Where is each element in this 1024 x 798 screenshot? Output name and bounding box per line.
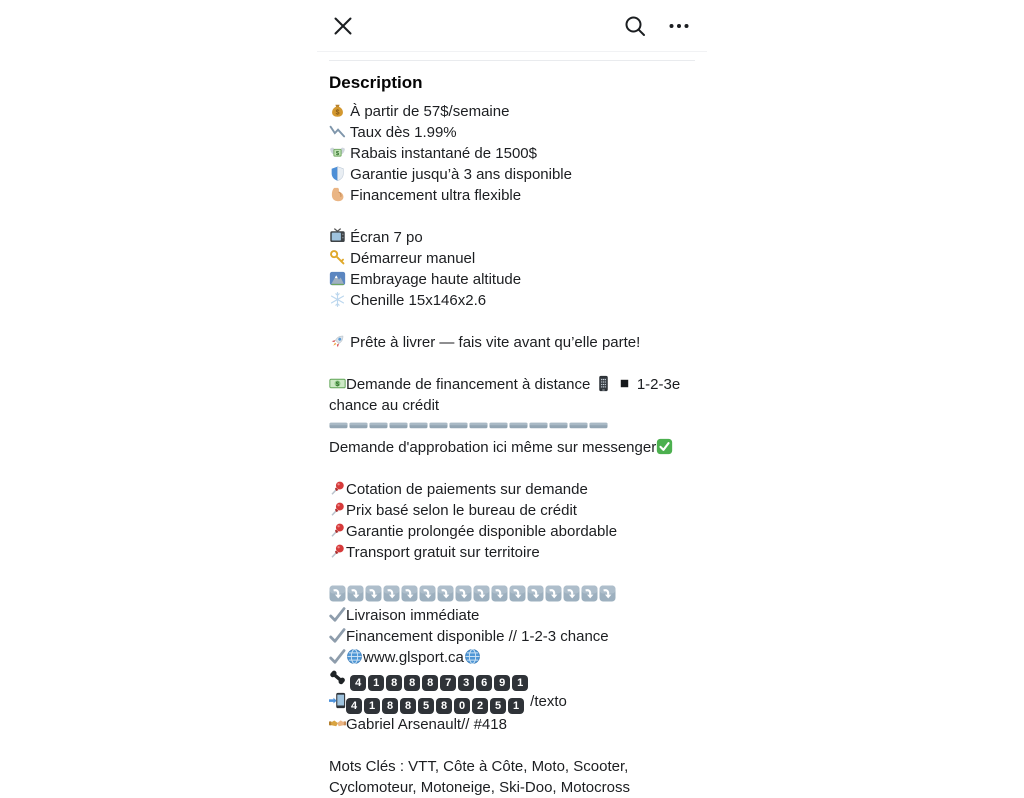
heavy-minus-icon [529,417,548,434]
description-line [329,437,695,458]
keycap-digit: 1 [364,698,380,714]
arrow-curving-down-icon [347,585,364,602]
description-line [329,122,695,143]
globe-icon [464,648,481,665]
description-line [329,521,695,542]
description-sheet [317,0,707,798]
flexed-biceps-icon [329,186,346,203]
keycap-digit: 8 [404,675,420,691]
check-mark-gray-icon [329,606,346,623]
description-content [317,72,707,798]
keycap-digit: 8 [436,698,452,714]
keycap-digit: 2 [472,698,488,714]
line-text: Rabais instantané de 1500$ [346,145,537,162]
line-text: Démarreur manuel [346,250,476,267]
arrow-curving-down-icon [473,585,490,602]
arrow-curving-down-icon [563,585,580,602]
chart-decreasing-icon [329,123,346,140]
keycap-digit: 1 [512,675,528,691]
line-text: Garantie prolongée disponible abordable [346,523,618,540]
heavy-minus-icon [329,417,348,434]
heavy-minus-icon [409,417,428,434]
line-text: Demande de financement à distance [346,376,595,393]
description-line [329,248,695,269]
line-text: Chenille 15x146x2.6 [346,292,487,309]
svg-text:$: $ [335,380,340,388]
keycap-digit: 8 [422,675,438,691]
pushpin-icon [329,543,346,560]
line-text: Mots Clés : VTT, Côte à Côte, Moto, Scooter, [329,758,629,775]
description-line [329,605,695,626]
line-text: Livraison immédiate [346,607,480,624]
check-mark-gray-icon [329,648,346,665]
keycap-digit: 7 [440,675,456,691]
arrow-curving-down-icon [365,585,382,602]
line-text: Cyclomoteur, Motoneige, Ski-Doo, Motocross [329,779,630,796]
keycap-digit: 1 [508,698,524,714]
line-text: Demande d'approbation ici même sur messenger [329,439,657,456]
snowflake-icon [329,291,346,308]
line-text: Embrayage haute altitude [346,271,522,288]
arrow-curving-down-icon [491,585,508,602]
money-with-wings-icon [329,144,346,161]
description-line [329,416,695,437]
keycap-digit: 9 [494,675,510,691]
heavy-minus-icon [449,417,468,434]
line-text: 1-2-3e chance au crédit [329,376,681,414]
shield-icon [329,165,346,182]
line-text: /texto [526,693,567,710]
line-text: Cotation de paiements sur demande [346,481,588,498]
more-button[interactable] [665,12,693,40]
description-line [329,374,695,416]
heavy-minus-icon [389,417,408,434]
description-line [329,290,695,311]
heavy-minus-icon [349,417,368,434]
more-horizontal-icon [667,14,691,38]
description-line [329,479,695,500]
description-line [329,458,695,479]
money-bag-icon [329,102,346,119]
description-line [329,311,695,332]
keycap-digit: 5 [418,698,434,714]
line-text: www.glsport.ca [363,649,464,666]
line-text: Garantie jusqu’à 3 ans disponible [346,166,572,183]
svg-text:$: $ [335,150,340,157]
description-line [329,626,695,647]
keycap-digit: 4 [346,698,362,714]
search-button[interactable] [621,12,649,40]
description-line [329,714,695,735]
arrow-curving-down-icon [581,585,598,602]
check-mark-gray-icon [329,627,346,644]
keycap-digit: 6 [476,675,492,691]
television-icon [329,228,346,245]
arrow-curving-down-icon [437,585,454,602]
arrow-curving-down-icon [383,585,400,602]
heavy-minus-icon [369,417,388,434]
description-line [329,332,695,353]
line-text: Écran 7 po [346,229,423,246]
close-icon [331,14,355,38]
keycap-digit: 8 [382,698,398,714]
description-line [329,668,695,691]
arrow-curving-down-icon [599,585,616,602]
heavy-minus-icon [489,417,508,434]
mobile-phone-icon [595,375,612,392]
keycap-digit: 0 [454,698,470,714]
description-line [329,206,695,227]
search-icon [623,14,647,38]
dollar-banknote-icon [329,375,346,392]
description-body [329,101,695,798]
sheet-handle-divider [329,60,695,61]
keycap-digit: 5 [490,698,506,714]
description-line [329,563,695,584]
mountain-icon [329,270,346,287]
arrow-curving-down-icon [329,585,346,602]
globe-icon [346,648,363,665]
arrow-curving-down-icon [419,585,436,602]
keycap-digit: 1 [368,675,384,691]
keycap-digit: 3 [458,675,474,691]
pushpin-icon [329,501,346,518]
description-line [329,101,695,122]
pushpin-icon [329,480,346,497]
keycap-digit: 8 [400,698,416,714]
arrow-curving-down-icon [455,585,472,602]
description-line [329,735,695,756]
description-line [329,584,695,605]
description-line [329,164,695,185]
description-line [329,542,695,563]
svg-text:$: $ [335,109,340,117]
check-mark-green-icon [656,438,673,455]
line-text: Transport gratuit sur territoire [346,544,540,561]
description-line [329,353,695,374]
heavy-minus-icon [509,417,528,434]
description-line [329,756,695,777]
arrow-curving-down-icon [545,585,562,602]
black-small-square-icon [616,375,633,392]
line-text: Financement disponible // 1-2-3 chance [346,628,609,645]
description-line [329,185,695,206]
line-text: À partir de 57$/semaine [346,103,510,120]
description-line [329,269,695,290]
section-heading: Description [329,73,423,92]
heavy-minus-icon [429,417,448,434]
handshake-icon [329,715,346,732]
line-text: Gabriel Arsenault// #418 [346,716,507,733]
top-bar [317,0,707,52]
line-text: Financement ultra flexible [346,187,522,204]
keycap-digit: 8 [386,675,402,691]
description-line [329,500,695,521]
pushpin-icon [329,522,346,539]
keycap-digit: 4 [350,675,366,691]
key-icon [329,249,346,266]
telephone-receiver-icon [329,669,346,686]
mobile-phone-arrow-icon [329,692,346,709]
description-line [329,143,695,164]
heavy-minus-icon [589,417,608,434]
line-text: Taux dès 1.99% [346,124,457,141]
line-text: Prête à livrer — fais vite avant qu’elle parte! [346,334,641,351]
heavy-minus-icon [549,417,568,434]
description-line [329,777,695,798]
line-text: Prix basé selon le bureau de crédit [346,502,577,519]
description-line [329,227,695,248]
description-line [329,691,695,714]
arrow-curving-down-icon [401,585,418,602]
rocket-icon [329,333,346,350]
arrow-curving-down-icon [527,585,544,602]
close-button[interactable] [329,12,357,40]
description-line [329,647,695,668]
arrow-curving-down-icon [509,585,526,602]
heavy-minus-icon [569,417,588,434]
heavy-minus-icon [469,417,488,434]
